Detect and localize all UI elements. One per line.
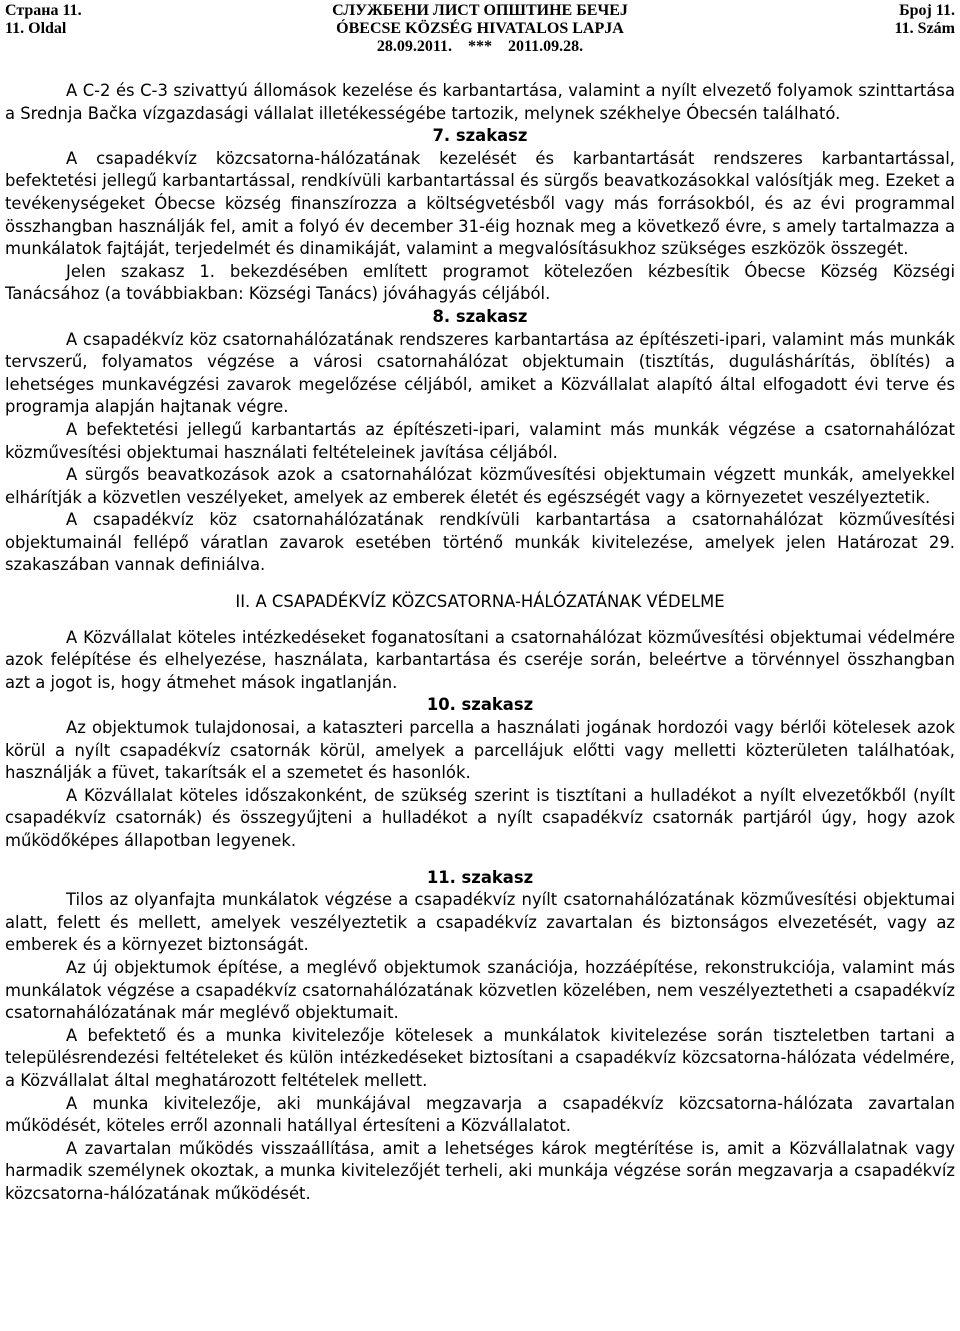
header-right xyxy=(895,2,955,38)
chapter-heading: II. A CSAPADÉKVÍZ KÖZCSATORNA-HÁLÓZATÁNAK VÉDELME xyxy=(235,592,725,612)
paragraph: Jelen szakasz 1. bekezdésében említett programot kötelezően kézbesítik Óbecse Község Községi Tanácsához (a továbbiakban: Községi Tanács) jóváhagyás céljából. xyxy=(5,261,955,304)
header-page-serbian: Страна 11. xyxy=(5,2,82,19)
paragraph: A csapadékvíz köz csatornahálózatának rendkívüli karbantartása a csatornahálózat közművesítési objektumainál fellépő váratlan zavarok esetében történő munkák kivitelezése, amelyek jelen Határozat 29. szakaszában vannak definiálva. xyxy=(5,510,955,575)
header-left xyxy=(5,2,82,38)
paragraph: A munka kivitelezője, aki munkájával megzavarja a csapadékvíz közcsatorna-hálózata zavartalan működését, köteles erről azonnali hatállyal értesíteni a Közvállalatot. xyxy=(5,1093,955,1136)
paragraph: Tilos az olyanfajta munkálatok végzése a csapadékvíz nyílt csatornahálózatának közművesítési objektumai alatt, felett és mellett, amelyek veszélyeztetik a csapadékvíz zavartalan és biztonságos elvezetését, vagy az emberek és a környezet biztonságát. xyxy=(5,890,955,955)
paragraph: A Közvállalat köteles időszakonként, de szükség szerint is tisztítani a hulladékot a nyílt elvezetőkből (nyílt csapadékvíz csatornák) és összegyűjteni a hulladékot a nyílt csapadékvíz csatornák partjáról úgy, hogy azok működőképes állapotban legyenek. xyxy=(5,785,955,850)
paragraph: A zavartalan működés visszaállítása, amit a lehetséges károk megtérítése is, amit a Közvállalatnak vagy harmadik személynek okoztak, a munka kivitelezőjét terheli, aki munkája végzése során megzavarja a csapadékvíz közcsatorna-hálózatának működését. xyxy=(5,1138,955,1203)
publication-title-hungarian: ÓBECSE KÖZSÉG HIVATALOS LAPJA xyxy=(336,20,624,37)
paragraph: A csapadékvíz közcsatorna-hálózatának kezelését és karbantartását rendszeres karbantartással, befektetési jellegű karbantartással, rendkívüli karbantartással és sürgős beavatkozásokkal valósítják meg. Ezeket a tevékenységeket Óbecse község finanszírozza a költségvetésből vagy más forrásokból, és az évi programmal összhangban használják fel, amit a folyó év december 31-éig hoznak meg a következő évre, s amely tartalmazza a munkálatok fajtáját, terjedelmét és dinamikáját, valamint a megvalósításukhoz szükséges eszközök összegét. xyxy=(5,148,955,259)
section-spacer xyxy=(5,853,955,867)
header-center xyxy=(180,2,780,56)
page-header xyxy=(0,0,960,56)
header-page-hungarian: 11. Oldal xyxy=(5,20,67,37)
paragraph: Az objektumok tulajdonosai, a kataszteri parcella a használati jogának hordozói vagy bérlői kötelesek azok körül a nyílt csapadékvíz csatornák körül, amelyek a parcellájuk előtti vagy melletti közterületen találhatóak, használják a füvet, takarítsák el a szemetet és hasonlók. xyxy=(5,718,955,783)
document-body xyxy=(5,80,955,1206)
paragraph: A befektetési jellegű karbantartás az építészeti-ipari, valamint más munkák végzése a csatornahálózat közművesítési objektumai használati feltételeinek javítása céljából. xyxy=(5,419,955,462)
publication-date-line xyxy=(180,38,780,56)
header-issue-serbian: Број 11. xyxy=(899,2,955,19)
section-heading: 7. szakasz xyxy=(432,126,528,146)
paragraph: A Közvállalat köteles intézkedéseket foganatosítani a csatornahálózat közművesítési objektumai védelmére azok felépítése és elhelyezése, használata, karbantartása és cseréje során, beleértve a törvénnyel összhangban azt a jogot is, hogy átmehet mások ingatlanján. xyxy=(5,627,955,692)
section-heading: 8. szakasz xyxy=(432,306,528,326)
section-heading: 11. szakasz xyxy=(426,867,534,887)
paragraph: A sürgős beavatkozások azok a csatornahálózat közművesítési objektumain végzett munkák, amelyekkel elhárítják a közvetlen veszélyeket, amelyek az emberek életét és egészségét vagy a környezetet veszélyeztetik. xyxy=(5,465,955,507)
paragraph: A befektető és a munka kivitelezője kötelesek a munkálatok kivitelezése során tiszteletben tartani a településrendezési feltételeket és külön intézkedéseket biztosítani a csapadékvíz közcsatorna-hálózata védelmére, a Közvállalat által meghatározott feltételek mellett. xyxy=(5,1025,955,1090)
header-issue-hungarian: 11. Szám xyxy=(894,20,955,37)
section-heading: 10. szakasz xyxy=(426,695,534,715)
publication-title-serbian: СЛУЖБЕНИ ЛИСТ ОПШТИНЕ БЕЧЕЈ xyxy=(332,2,628,19)
paragraph: A C-2 és C-3 szivattyú állomások kezelése és karbantartása, valamint a nyílt elvezető folyamok szinttartása a Srednja Bačka vízgazdasági vállalat illetékességébe tartozik, melynek székhelye Óbecsén található. xyxy=(5,81,955,123)
paragraph: A csapadékvíz köz csatornahálózatának rendszeres karbantartása az építészeti-ipari, valamint más munkák tervszerű, folyamatos végzése a városi csatornahálózat objektumain (tisztítás, duguláshárítás, öblítés) a lehetséges munkavégzési zavarok megelőzése céljából, amiket a Közvállalat alapító által elfogadott évi terve és programja alapján hajtanak végre. xyxy=(5,329,955,417)
paragraph: Az új objektumok építése, a meglévő objektumok szanációja, hozzáépítése, rekonstrukciója, valamint más munkálatok végzése a csapadékvíz csatornahálózatának közvetlen közelében, nem veszélyeztetheti a csapadékvíz csatornahálózatának már meglévő objektumait. xyxy=(5,957,955,1023)
date-separator-stars: *** xyxy=(468,38,492,55)
publication-date-serbian: 28.09.2011. xyxy=(376,38,452,55)
publication-date-hungarian: 2011.09.28. xyxy=(508,38,584,55)
